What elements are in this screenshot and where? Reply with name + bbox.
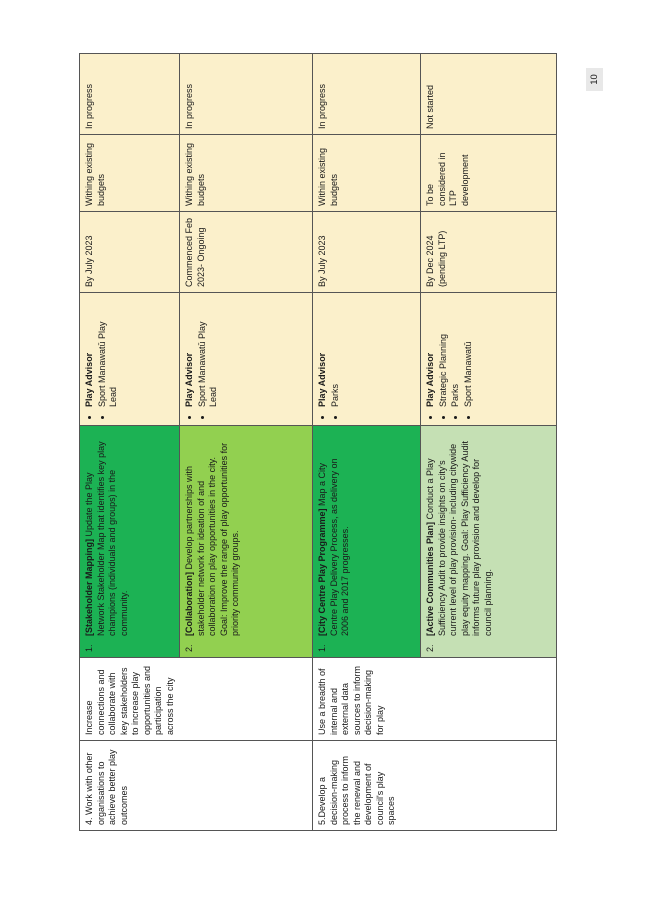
- budget-text: Within existing budgets: [317, 147, 339, 206]
- action-cell-stakeholder-mapping: [80, 426, 179, 657]
- budget-text: Withing existing budgets: [84, 142, 106, 206]
- action-text: [Collaboration] Develop partnerships with stakeholder network for ideation of and collaboration on play opportunities in the city. Goal: Improve the range of play opportunities for priority community groups.: [184, 442, 240, 636]
- action-label: [Collaboration]: [184, 572, 194, 636]
- page-number: 10: [588, 74, 600, 85]
- responsibility-cell: [313, 293, 420, 425]
- responsibility-cell: [180, 293, 312, 425]
- timeframe-cell: [421, 212, 556, 292]
- status-text: In progress: [184, 83, 194, 129]
- responsibility-item: • Parks: [450, 310, 462, 407]
- action-label: [Active Communities Plan]: [425, 521, 435, 636]
- responsibility-item: • Sport Manawatū: [463, 310, 475, 407]
- responsibility-list: [425, 310, 474, 420]
- goal-cell-4: [80, 741, 312, 830]
- action-text: [City Centre Play Programme] Map a City Centre Play Delivery Process, as delivery on 2006 and 2017 progresses.: [317, 458, 350, 636]
- timeframe-text: By July 2023: [317, 235, 327, 287]
- objective-text: Use a breadth of internal and external data sources to inform decision-making for play: [317, 665, 385, 735]
- responsibility-item: • Parks: [330, 310, 342, 407]
- goal-text: 4. Work with other organisations to achieve better play outcomes: [84, 749, 129, 825]
- status-cell: [180, 54, 312, 134]
- objective-cell-5: [313, 658, 556, 740]
- page-number-field: [586, 68, 603, 91]
- responsibility-item: • Sport Manawatū Play Lead: [97, 310, 120, 407]
- responsibility-cell: [421, 293, 556, 425]
- timeframe-cell: [80, 212, 179, 292]
- budget-text: Withing existing budgets: [184, 142, 206, 206]
- action-cell-collaboration: [180, 426, 312, 657]
- responsibility-item: • Play Advisor: [184, 310, 196, 407]
- action-cell-city-centre-play-programme: [313, 426, 420, 657]
- budget-text: To be considered in LTP development: [425, 152, 470, 206]
- budget-cell: [80, 135, 179, 211]
- action-number: 1.: [317, 644, 327, 652]
- status-text: In progress: [317, 83, 327, 129]
- timeframe-text: By Dec 2024 (pending LTP): [425, 230, 447, 287]
- timeframe-text: Commenced Feb 2023- Ongoing: [184, 217, 206, 287]
- action-number: 1.: [84, 644, 94, 652]
- responsibility-list: [317, 310, 341, 420]
- action-label: [City Centre Play Programme]: [317, 508, 327, 636]
- rotated-table-wrapper: [79, 53, 557, 831]
- budget-cell: [421, 135, 556, 211]
- budget-cell: [313, 135, 420, 211]
- objective-text: Increase connections and collaborate with key stakeholders to increase play opportunities and participation across the city: [84, 665, 175, 735]
- action-cell-active-communities-plan: [421, 426, 556, 657]
- play-action-plan-table: [79, 53, 557, 831]
- responsibility-item: • Play Advisor: [317, 310, 329, 407]
- action-number: 2.: [184, 644, 194, 652]
- status-text: Not started: [425, 84, 435, 129]
- status-cell: [80, 54, 179, 134]
- responsibility-item: • Strategic Planning: [438, 310, 450, 407]
- budget-cell: [180, 135, 312, 211]
- responsibility-item: • Sport Manawatū Play Lead: [197, 310, 220, 407]
- responsibility-list: [84, 310, 120, 420]
- responsibility-cell: [80, 293, 179, 425]
- status-cell: [313, 54, 420, 134]
- timeframe-cell: [180, 212, 312, 292]
- status-text: In progress: [84, 83, 94, 129]
- action-number: 2.: [425, 644, 435, 652]
- status-cell: [421, 54, 556, 134]
- goal-cell-5: [313, 741, 556, 830]
- action-text: [Stakeholder Mapping] Update the Play Network Stakeholder Map that identifies key play champions (individuals and groups) in the community.: [84, 441, 129, 636]
- timeframe-cell: [313, 212, 420, 292]
- goal-text: 5.Develop a decision-making process to inform the renewal and development of council's play spaces: [317, 755, 396, 825]
- action-text: [Active Communities Plan] Conduct a Play Sufficiency Audit to provide insights on city's current level of play provision- including citywide play equity mapping. Goal: Play Sufficiency Audit informs future play provision and develop for council planning.: [425, 441, 493, 636]
- objective-cell-4: [80, 658, 312, 740]
- timeframe-text: By July 2023: [84, 235, 94, 287]
- responsibility-item: • Play Advisor: [425, 310, 437, 407]
- responsibility-item: • Play Advisor: [84, 310, 96, 407]
- responsibility-list: [184, 310, 220, 420]
- action-label: [Stakeholder Mapping]: [84, 538, 94, 636]
